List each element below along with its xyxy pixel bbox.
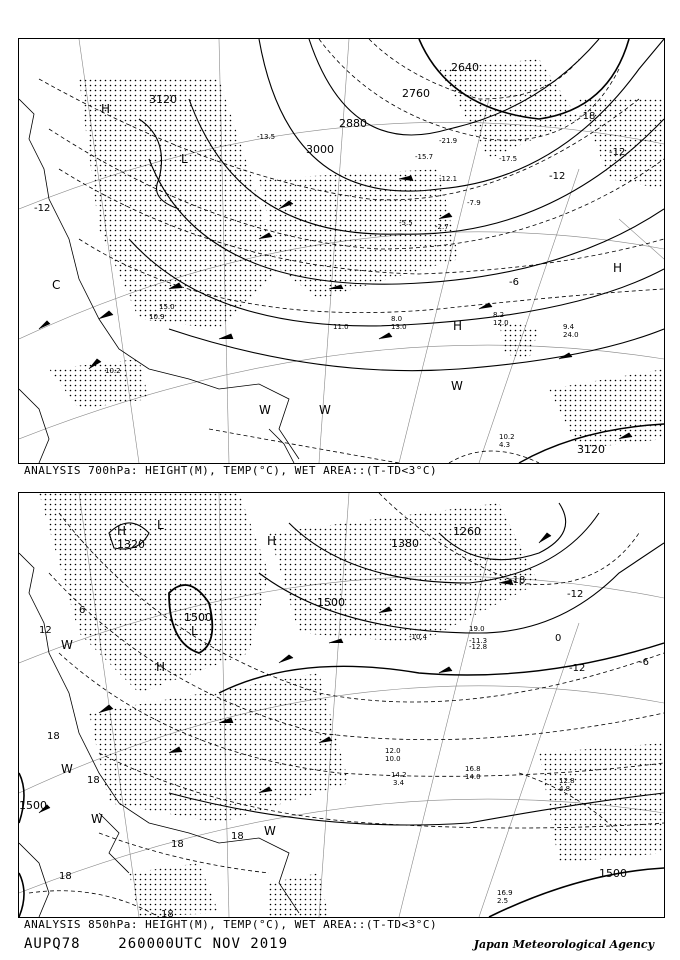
station-value: -21.9 xyxy=(439,137,458,145)
station-value: -7.9 xyxy=(467,199,481,207)
low-center: L xyxy=(181,152,188,166)
station-value: 2.5 xyxy=(497,897,509,905)
station-value: 16.8 xyxy=(465,765,481,773)
height-label: 2640 xyxy=(451,61,479,74)
temp-label: 12 xyxy=(39,625,52,636)
station-value: 10.2 xyxy=(105,367,121,375)
temp-label: -12 xyxy=(609,147,626,158)
low-center: L xyxy=(157,518,164,532)
warm-center: W xyxy=(91,812,103,826)
temp-label: 18 xyxy=(87,775,100,786)
temp-label: 6 xyxy=(79,605,86,616)
temp-label: -18 xyxy=(509,575,526,586)
warm-center: W xyxy=(61,762,73,776)
station-value: 11.0 xyxy=(333,323,349,331)
height-label: 1500 xyxy=(599,867,627,880)
station-value: -12.1 xyxy=(439,175,458,183)
station-value: -13.5 xyxy=(257,133,276,141)
temp-label: -12 xyxy=(567,589,584,600)
station-value: -12.8 xyxy=(469,643,488,651)
temp-label: -12 xyxy=(549,171,566,182)
station-value: -11.3 xyxy=(469,637,488,645)
station-value: 19.0 xyxy=(469,625,485,633)
chart-code: AUPQ78 xyxy=(24,936,81,952)
map-850hpa-canvas xyxy=(19,493,664,917)
low-center: L xyxy=(191,624,198,638)
height-label: 1500 xyxy=(317,596,345,609)
map-700hpa-canvas xyxy=(19,39,664,463)
station-value: 14.0 xyxy=(465,773,481,781)
temp-label: -12 xyxy=(34,203,51,214)
height-label: 1380 xyxy=(391,537,419,550)
high-center: H xyxy=(156,660,166,674)
height-label: 1260 xyxy=(453,525,481,538)
warm-center: W xyxy=(264,824,276,838)
station-value: 10.2 xyxy=(499,433,515,441)
high-center: H xyxy=(117,524,127,538)
warm-center: W xyxy=(451,379,463,393)
station-value: 12.8 xyxy=(559,777,575,785)
height-label: 1500 xyxy=(184,611,212,624)
station-value: 4.8 xyxy=(559,785,571,793)
height-label: 3000 xyxy=(306,143,334,156)
station-value: 15.0 xyxy=(159,303,175,311)
warm-center: W xyxy=(61,638,73,652)
station-value: -2.7 xyxy=(435,223,449,231)
high-center: H xyxy=(101,102,111,116)
caption-850hpa: ANALYSIS 850hPa: HEIGHT(M), TEMP(°C), WET AREA::(T-TD<3°C) xyxy=(24,918,438,931)
warm-center: W xyxy=(319,403,331,417)
temp-label: -6 xyxy=(509,277,519,288)
temp-label: 18 xyxy=(47,731,60,742)
station-value: 14.2 xyxy=(391,771,407,779)
station-value: -10.4 xyxy=(409,633,428,641)
station-value: 12.0 xyxy=(493,319,509,327)
station-value: 9.4 xyxy=(563,323,575,331)
height-label: 2760 xyxy=(402,87,430,100)
valid-time: 260000UTC NOV 2019 xyxy=(118,936,289,952)
agency-name: Japan Meteorological Agency xyxy=(473,938,654,951)
temp-label: -6 xyxy=(639,657,649,668)
height-label: 2880 xyxy=(339,117,367,130)
temp-label: 18 xyxy=(231,831,244,842)
temp-label: 18 xyxy=(59,871,72,882)
map-850hpa xyxy=(18,492,665,918)
station-value: 4.3 xyxy=(499,441,511,449)
station-value: 3.4 xyxy=(393,779,405,787)
station-value: 24.0 xyxy=(563,331,579,339)
temp-label: -18 xyxy=(579,111,596,122)
height-label: 3120 xyxy=(149,93,177,106)
temp-label: 18 xyxy=(171,839,184,850)
station-value: -5.5 xyxy=(399,219,413,227)
station-value: -17.5 xyxy=(499,155,518,163)
station-value: 8.2 xyxy=(493,311,505,319)
temp-label: 18 xyxy=(161,909,174,917)
height-label: 3120 xyxy=(577,443,605,456)
station-value: 12.0 xyxy=(385,747,401,755)
station-value: 10.9 xyxy=(149,313,165,321)
station-value: 8.0 xyxy=(391,315,403,323)
temp-label: 0 xyxy=(555,633,562,644)
warm-center: W xyxy=(259,403,271,417)
high-center: H xyxy=(267,534,277,548)
station-value: 16.9 xyxy=(497,889,513,897)
chart-identifier xyxy=(24,936,288,952)
high-center: H xyxy=(453,319,463,333)
caption-700hpa: ANALYSIS 700hPa: HEIGHT(M), TEMP(°C), WET AREA::(T-TD<3°C) xyxy=(24,464,438,477)
station-value: 13.0 xyxy=(391,323,407,331)
cold-center: C xyxy=(52,278,61,292)
station-value: 10.0 xyxy=(385,755,401,763)
station-value: -15.7 xyxy=(415,153,434,161)
high-center: H xyxy=(613,261,623,275)
height-label: 1320 xyxy=(117,538,145,551)
map-700hpa xyxy=(18,38,665,464)
height-label: 1500 xyxy=(19,799,47,812)
temp-label: -12 xyxy=(569,663,586,674)
